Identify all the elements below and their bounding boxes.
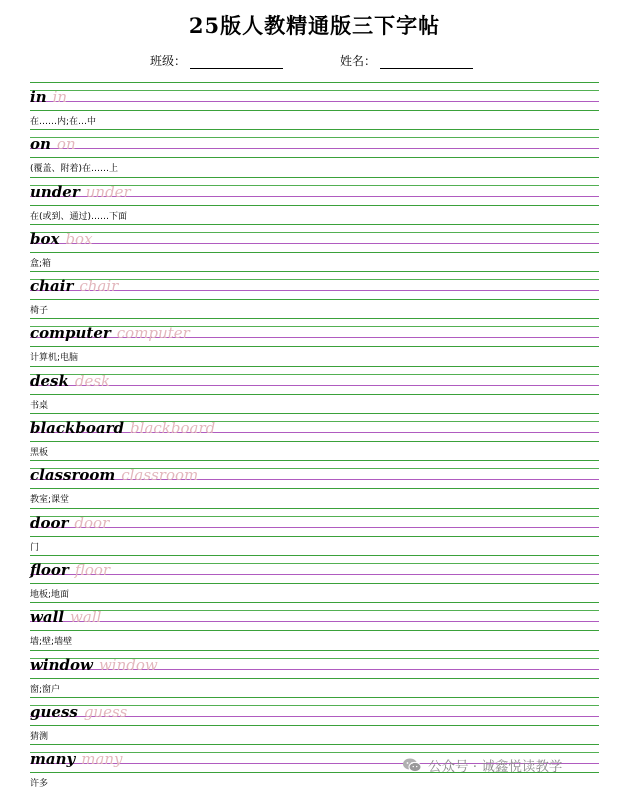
- class-field: [150, 52, 283, 69]
- trace-word: box: [65, 229, 93, 248]
- class-blank[interactable]: [190, 57, 283, 69]
- trace-word: many: [81, 750, 123, 769]
- guide-line-baseline: [30, 101, 599, 102]
- word-meaning: 在(或到、通过)……下面: [30, 211, 128, 222]
- guide-line: [30, 299, 599, 300]
- vocab-word: guess: [30, 702, 78, 721]
- word-meaning: 猜测: [30, 731, 49, 742]
- guide-line: [30, 725, 599, 726]
- guide-line: [30, 441, 599, 442]
- guide-line: [30, 252, 599, 253]
- word-meaning: 计算机;电脑: [30, 353, 79, 364]
- guide-line: [30, 460, 599, 461]
- practice-entry: [0, 460, 629, 507]
- practice-entry: [0, 224, 629, 271]
- watermark-text: 公众号 · 诚鑫悦读教学: [428, 759, 563, 775]
- word-row: [30, 749, 123, 769]
- vocab-word: classroom: [30, 466, 116, 485]
- trace-word: classroom: [121, 466, 199, 485]
- guide-line-baseline: [30, 243, 599, 244]
- class-label: 班级：: [150, 54, 187, 68]
- trace-word: on: [56, 135, 76, 154]
- guide-line: [30, 536, 599, 537]
- guide-line: [30, 374, 599, 375]
- guide-line: [30, 555, 599, 556]
- word-meaning: 书桌: [30, 400, 49, 411]
- word-row: [30, 418, 215, 438]
- trace-word: under: [85, 182, 131, 201]
- practice-entry: [0, 555, 629, 602]
- wechat-icon: [402, 757, 422, 773]
- guide-line: [30, 205, 599, 206]
- word-meaning: 墙;壁;墙壁: [30, 637, 73, 648]
- word-meaning: 许多: [30, 779, 49, 790]
- trace-word: computer: [116, 324, 190, 343]
- word-row: [30, 182, 131, 202]
- vocab-word: chair: [30, 277, 74, 296]
- practice-entry: [0, 413, 629, 460]
- name-label: 姓名：: [340, 54, 377, 68]
- word-meaning: 门: [30, 542, 40, 553]
- vocab-word: under: [30, 182, 80, 201]
- guide-line: [30, 271, 599, 272]
- guide-line: [30, 177, 599, 178]
- practice-entry: [0, 271, 629, 318]
- vocab-word: on: [30, 135, 51, 154]
- guide-line: [30, 318, 599, 319]
- trace-word: window: [98, 655, 158, 674]
- guide-line: [30, 488, 599, 489]
- word-meaning: 椅子: [30, 306, 49, 317]
- vocab-word: box: [30, 229, 60, 248]
- name-field: [340, 52, 473, 69]
- trace-word: floor: [74, 560, 111, 579]
- practice-entry: [0, 650, 629, 697]
- guide-line: [30, 129, 599, 130]
- word-meaning: 窗;窗户: [30, 684, 61, 695]
- word-meaning: 黑板: [30, 448, 49, 459]
- vocab-word: window: [30, 655, 93, 674]
- guide-line: [30, 583, 599, 584]
- trace-word: desk: [74, 371, 111, 390]
- word-meaning: 盒;箱: [30, 258, 52, 269]
- practice-sheet: [0, 82, 629, 791]
- guide-line: [30, 110, 599, 111]
- guide-line: [30, 394, 599, 395]
- word-row: [30, 276, 118, 296]
- vocab-word: in: [30, 88, 47, 106]
- guide-line: [30, 137, 599, 138]
- word-row: [30, 655, 158, 675]
- practice-entry: [0, 602, 629, 649]
- guide-line-baseline: [30, 574, 599, 575]
- page-title: 25版人教精通版三下字帖: [188, 13, 441, 38]
- trace-word: in: [52, 88, 68, 106]
- trace-word: guess: [83, 702, 128, 721]
- practice-entry: [0, 129, 629, 176]
- trace-word: door: [74, 513, 110, 532]
- guide-line-baseline: [30, 385, 599, 386]
- word-row: [30, 371, 110, 391]
- word-row: [30, 134, 76, 154]
- guide-line: [30, 563, 599, 564]
- vocab-word: desk: [30, 371, 69, 390]
- guide-line: [30, 610, 599, 611]
- practice-entry: [0, 82, 629, 129]
- vocab-word: wall: [30, 608, 65, 627]
- practice-entry: [0, 508, 629, 555]
- word-meaning: 地板;地面: [30, 589, 70, 600]
- word-row: [30, 702, 127, 722]
- guide-line: [30, 346, 599, 347]
- practice-entry: [0, 697, 629, 744]
- word-meaning: 在……内;在…中: [30, 117, 97, 127]
- guide-line: [30, 650, 599, 651]
- word-row: [30, 513, 109, 533]
- practice-entry: [0, 366, 629, 413]
- word-row: [30, 87, 67, 107]
- guide-line: [30, 697, 599, 698]
- vocab-word: floor: [30, 560, 69, 579]
- word-row: [30, 465, 198, 485]
- name-blank[interactable]: [380, 57, 473, 69]
- vocab-word: computer: [30, 324, 111, 343]
- word-meaning: (覆盖、附着)在……上: [30, 164, 119, 175]
- guide-line: [30, 157, 599, 158]
- guide-line: [30, 744, 599, 745]
- trace-word: wall: [70, 608, 102, 627]
- practice-entry: [0, 177, 629, 224]
- guide-line-baseline: [30, 527, 599, 528]
- guide-line: [30, 516, 599, 517]
- word-row: [30, 560, 110, 580]
- guide-line: [30, 366, 599, 367]
- trace-word: blackboard: [130, 419, 216, 438]
- watermark: [402, 755, 562, 775]
- guide-line: [30, 224, 599, 225]
- vocab-word: blackboard: [30, 419, 125, 438]
- guide-line: [30, 82, 599, 83]
- guide-line: [30, 630, 599, 631]
- guide-line: [30, 678, 599, 679]
- word-row: [30, 323, 190, 343]
- word-row: [30, 607, 101, 627]
- word-meaning: 教室;课堂: [30, 495, 70, 506]
- trace-word: chair: [79, 277, 119, 296]
- guide-line-baseline: [30, 621, 599, 622]
- guide-line: [30, 602, 599, 603]
- vocab-word: door: [30, 513, 69, 532]
- practice-entry: [0, 318, 629, 365]
- guide-line: [30, 90, 599, 91]
- vocab-word: many: [30, 750, 76, 769]
- guide-line: [30, 413, 599, 414]
- guide-line: [30, 508, 599, 509]
- guide-line-baseline: [30, 148, 599, 149]
- guide-line: [30, 232, 599, 233]
- word-row: [30, 229, 93, 249]
